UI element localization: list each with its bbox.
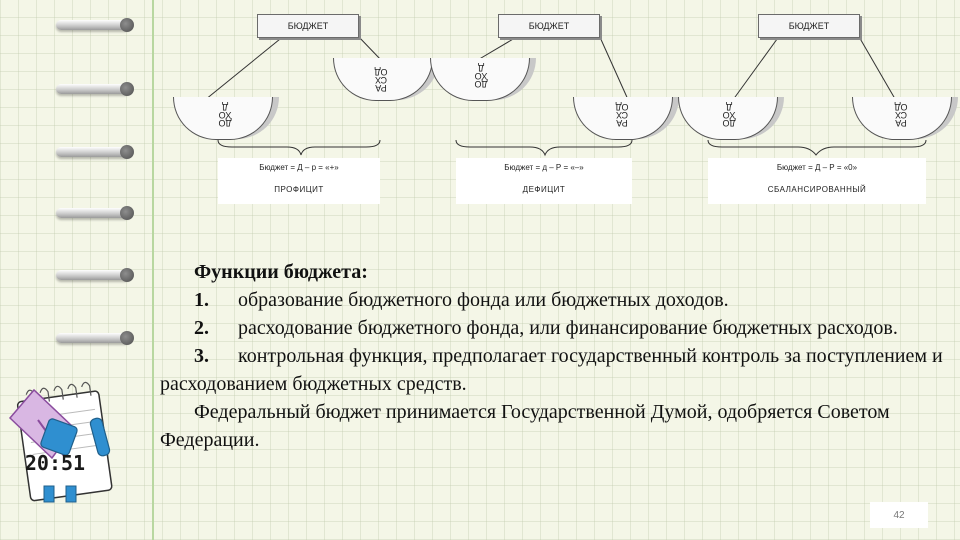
budget-functions-text — [160, 258, 950, 454]
scale-pan-expense — [333, 58, 431, 100]
section-title: Функции бюджета: — [194, 261, 368, 283]
leg-icon — [44, 486, 54, 502]
scale-pan-income — [173, 97, 271, 139]
pan-label: РА СХ ОД — [374, 67, 388, 93]
budget-formula: Бюджет = Д – р = «+» — [259, 163, 339, 172]
page-number: 42 — [870, 502, 928, 528]
item-text: расходование бюджетного фонда, или финансирование бюджетных расходов. — [238, 317, 898, 339]
budget-formula: Бюджет = Д – Р = «0» — [776, 163, 858, 172]
scale-pan-income — [430, 58, 528, 100]
budget-box: БЮДЖЕТ — [257, 14, 359, 38]
list-item — [160, 314, 950, 342]
pan-label: РА СХ ОД — [894, 102, 908, 128]
pan-label: РА СХ ОД — [615, 102, 629, 128]
notepad-clipart — [4, 378, 124, 508]
result-box-surplus — [218, 158, 380, 204]
item-text: контрольная функция, предполагает государственный контроль за поступлением и расходованием бюджетных средств. — [160, 345, 943, 395]
brace-balanced — [708, 140, 926, 155]
budget-type: СБАЛАНСИРОВАННЫЙ — [767, 185, 867, 194]
scale-pan-expense — [573, 97, 671, 139]
scale-pan-expense — [852, 97, 950, 139]
budget-type: ПРОФИЦИТ — [274, 185, 324, 194]
balance-arm-line — [200, 35, 285, 104]
item-text: образование бюджетного фонда или бюджетных доходов. — [238, 289, 729, 311]
result-box-balanced — [708, 158, 926, 204]
budget-formula: Бюджет = д – Р = «–» — [504, 163, 584, 172]
item-number: 3. — [194, 345, 209, 367]
balance-arm-line — [858, 35, 898, 104]
result-box-deficit — [456, 158, 632, 204]
item-number: 2. — [194, 317, 209, 339]
balance-arm-line — [599, 35, 630, 104]
brace-deficit — [456, 140, 632, 155]
balance-arm-line — [730, 35, 780, 104]
pan-label: ДО ХО Д — [474, 63, 488, 89]
closing-paragraph: Федеральный бюджет принимается Государственной Думой, одобряется Советом Федерации. — [160, 401, 890, 451]
budget-type: ДЕФИЦИТ — [522, 185, 566, 194]
list-item — [160, 342, 950, 398]
list-item — [160, 286, 950, 314]
brace-profit — [218, 140, 380, 155]
budget-box: БЮДЖЕТ — [498, 14, 600, 38]
pan-label: ДО ХО Д — [722, 102, 736, 128]
leg-icon — [66, 486, 76, 502]
scale-pan-income — [678, 97, 776, 139]
pan-label: ДО ХО Д — [218, 102, 232, 128]
budget-box: БЮДЖЕТ — [758, 14, 860, 38]
clock-time: 20:51 — [24, 451, 86, 475]
item-number: 1. — [194, 289, 209, 311]
